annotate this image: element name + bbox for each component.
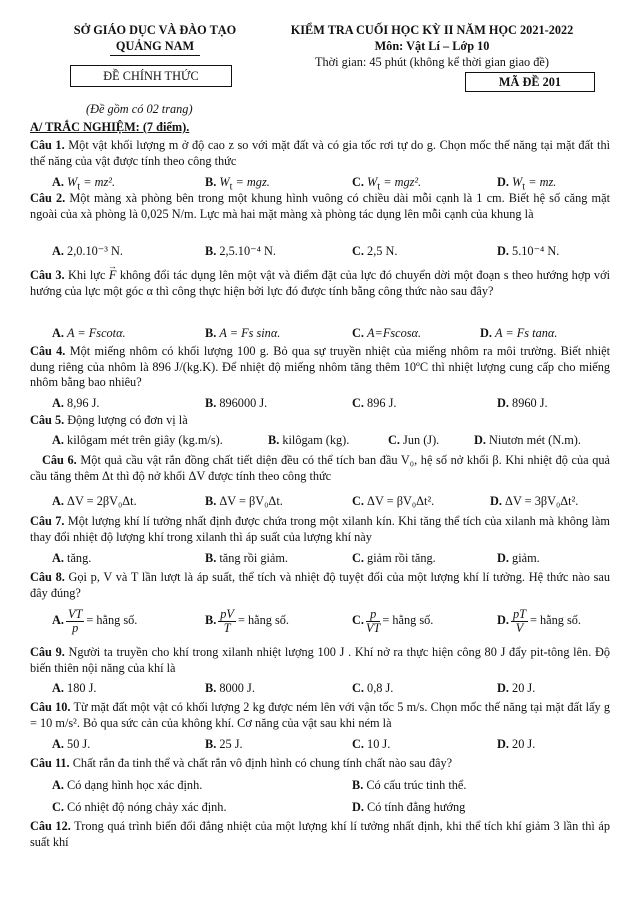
question-11-options-row1 <box>0 777 640 793</box>
option-b[interactable]: B. $\frac{pV}{T}$ = hằng số. <box>205 606 289 635</box>
option-a[interactable]: A. ΔV = 2βV₀Δt. <box>52 494 137 508</box>
option-a[interactable]: A. A = Fscotα. <box>52 326 126 340</box>
exam-subject: Môn: Vật Lí – Lớp 10 <box>374 39 490 53</box>
department-name: SỞ GIÁO DỤC VÀ ĐÀO TẠO <box>73 23 237 37</box>
option-a[interactable]: A. Có dạng hình học xác định. <box>52 778 203 792</box>
question-text: Người ta truyền cho khí trong xilanh nhiệt lượng 100 J . Khí nở ra thực hiện công 80 J đẩy pit-tông lên. Độ biến thiên nội năng của khí là <box>30 645 611 675</box>
question-11: Câu 11. Chất rắn đa tinh thể và chất rắn vô định hình có chung tính chất nào sau đây? <box>30 756 453 770</box>
option-a[interactable]: A. 180 J. <box>52 681 97 695</box>
question-5: Câu 5. Động lượng có đơn vị là <box>30 413 188 427</box>
option-c[interactable]: C. giảm rồi tăng. <box>352 551 436 565</box>
question-4: Câu 4. Một miếng nhôm có khối lượng 100 g. Bỏ qua sự truyền nhiệt của miếng nhôm ra môi trường. Biết nhiệt dung riêng của nhôm là 896 J/(kg.K). Để nhiệt độ miếng nhôm tăng thêm 10ºC thì nhiệt lượng cung cấp cho miếng nhôm bằng bao nhiêu? <box>30 344 610 389</box>
option-c[interactable]: C. 896 J. <box>352 396 397 410</box>
option-a[interactable]: A. 50 J. <box>52 737 91 751</box>
option-b[interactable]: B. 25 J. <box>205 737 243 751</box>
question-text: Một miếng nhôm có khối lượng 100 g. Bỏ qua sự truyền nhiệt của miếng nhôm ra môi trường. Biết nhiệt dung riêng của nhôm là 896 J/(kg.K). Để nhiệt độ miếng nhôm tăng thêm 10ºC thì nhiệt lượng cung cấp cho miếng nhôm bằng bao nhiêu? <box>30 344 610 389</box>
question-6-options <box>0 493 640 509</box>
force-vector-symbol: F → <box>109 268 117 282</box>
exam-header <box>262 22 602 70</box>
exam-code-box: MÃ ĐỀ 201 <box>465 72 595 92</box>
option-d[interactable]: D. $\frac{pT}{V}$ = hằng số. <box>497 606 581 635</box>
option-a[interactable]: A. tăng. <box>52 551 92 565</box>
question-11-options-row2 <box>0 799 640 815</box>
option-d[interactable]: D. 20 J. <box>497 681 536 695</box>
exam-time: Thời gian: 45 phút (không kể thời gian giao đề) <box>315 55 549 69</box>
option-a[interactable]: A. kilôgam mét trên giây (kg.m/s). <box>52 433 223 447</box>
option-b[interactable]: B. tăng rồi giảm. <box>205 551 289 565</box>
question-text: Một vật khối lượng m ở độ cao z so với mặt đất và có gia tốc rơi tự do g. Chọn mốc thế năng tại mặt đất thì thế năng của vật được tính theo công thức <box>30 138 611 168</box>
option-d[interactable]: D. 20 J. <box>497 737 536 751</box>
pages-note: (Đề gồm có 02 trang) <box>86 102 193 116</box>
option-c[interactable]: C. Jun (J). <box>388 433 440 447</box>
option-d[interactable]: D. giảm. <box>497 551 540 565</box>
question-5-options <box>0 432 640 448</box>
option-c[interactable]: C. 2,5 N. <box>352 244 398 258</box>
option-c[interactable]: C. 10 J. <box>352 737 391 751</box>
option-d[interactable]: D. 8960 J. <box>497 396 548 410</box>
question-1 <box>30 138 610 169</box>
question-8-options <box>0 602 640 638</box>
official-exam-box: ĐỀ CHÍNH THỨC <box>70 65 232 87</box>
option-b[interactable]: B. Có cấu trúc tinh thể. <box>352 778 467 792</box>
option-a[interactable]: A. $\frac{VT}{p}$ = hằng số. <box>52 606 138 635</box>
question-10-options <box>0 736 640 752</box>
option-c[interactable]: C. A=Fscosα. <box>352 326 422 340</box>
option-c[interactable]: C. ΔV = βV₀Δt². <box>352 494 435 508</box>
option-a[interactable]: A. 8,96 J. <box>52 396 100 410</box>
question-3-options <box>0 325 640 341</box>
question-4-options <box>0 395 640 411</box>
question-2: Câu 2. Một màng xà phòng bên trong một khung hình vuông có chiều dài mỗi cạnh là 1 cm. Biết hệ số căng mặt ngoài của xà phòng là 0,025 N/m. Lực mà hai mặt màng xà phòng tác dụng lên mỗi cạnh của khung là <box>30 191 611 221</box>
question-9: Câu 9. Người ta truyền cho khí trong xilanh nhiệt lượng 100 J . Khí nở ra thực hiện công 80 J đẩy pit-tông lên. Độ biến thiên nội năng của khí là <box>30 645 611 675</box>
question-7: Câu 7. Một lượng khí lí tưởng nhất định được chứa trong một xilanh kín. Khi tăng thể tích của xilanh mà không làm thay đổi nhiệt độ lượng khí trong xilanh thì áp suất của lượng khí này <box>30 514 610 544</box>
section-title <box>30 120 189 135</box>
option-c[interactable]: C. Có nhiệt độ nóng chảy xác định. <box>52 800 227 814</box>
option-b[interactable]: B. 896000 J. <box>205 396 268 410</box>
question-text: không đổi tác dụng lên một vật và điểm đặt của lực đó chuyển dời một đoạn s theo hướng hợp với hướng của lực một góc α thì công thực hiện bởi lực đó được tính bằng công thức nào sau đây? <box>30 268 611 298</box>
question-9-options <box>0 680 640 696</box>
section-points: : (7 điểm). <box>135 120 190 134</box>
option-d[interactable]: D. A = Fs tanα. <box>480 326 558 340</box>
option-d[interactable]: D. Niutơn mét (N.m). <box>474 433 581 447</box>
question-text: Trong quá trình biến đổi đẳng nhiệt của một lượng khí lí tưởng nhất định, khi thể tích khí giảm 3 lần thì áp suất khí <box>30 819 610 849</box>
question-2-options <box>0 243 640 259</box>
question-6: Câu 6. Một quả cầu vật rắn đồng chất tiết diện đều có thể tích ban đầu V₀, hệ số nở khối β. Khi nhiệt độ của quả cầu tăng thêm Δt thì độ nở khối ΔV được tính theo công thức <box>30 453 611 483</box>
question-7-options <box>0 550 640 566</box>
option-c[interactable]: C. $\frac{p}{VT}$ = hằng số. <box>352 606 434 635</box>
fraction: $\frac{pV}{T}$ <box>220 606 234 635</box>
question-10: Câu 10. Từ mặt đất một vật có khối lượng 2 kg được ném lên với vận tốc 5 m/s. Chọn mốc thế năng tại mặt đất lấy g = 10 m/s². Bỏ qua sức cản của không khí. Cơ năng của vật sau khi ném là <box>30 700 610 730</box>
question-text: Từ mặt đất một vật có khối lượng 2 kg được ném lên với vận tốc 5 m/s. Chọn mốc thế năng tại mặt đất lấy g = 10 m/s². Bỏ qua sức cản của không khí. Cơ năng của vật sau khi ném là <box>30 700 610 730</box>
question-text: Một màng xà phòng bên trong một khung hình vuông có chiều dài mỗi cạnh là 1 cm. Biết hệ số căng mặt ngoài của xà phòng là 0,025 N/m. Lực mà hai mặt màng xà phòng tác dụng lên mỗi cạnh của khung là <box>30 191 611 221</box>
question-text: Chất rắn đa tinh thể và chất rắn vô định hình có chung tính chất nào sau đây? <box>72 756 453 770</box>
option-b[interactable]: B. $W_t$ = mgz. <box>205 175 270 193</box>
fraction: $\frac{p}{VT}$ <box>365 606 381 635</box>
option-d[interactable]: D. Có tính đẳng hướng <box>352 800 466 814</box>
option-d[interactable]: D. 5.10⁻⁴ N. <box>497 244 560 258</box>
question-12: Câu 12. Trong quá trình biến đổi đẳng nhiệt của một lượng khí lí tưởng nhất định, khi thể tích khí giảm 3 lần thì áp suất khí <box>30 819 610 849</box>
option-b[interactable]: B. kilôgam (kg). <box>268 433 350 447</box>
fraction: $\frac{pT}{V}$ <box>512 606 526 635</box>
question-text: Gọi p, V và T lần lượt là áp suất, thể tích và nhiệt độ tuyệt đối của một lượng khí lí tưởng. Hệ thức nào sau đây đúng? <box>30 570 610 600</box>
option-c[interactable]: C. $W_t = mgz^2$. <box>352 175 422 193</box>
province-name: QUẢNG NAM <box>110 38 200 56</box>
section-heading: A/ TRẮC NGHIỆM <box>30 120 136 134</box>
option-b[interactable]: B. A = Fs sinα. <box>205 326 281 340</box>
option-a[interactable]: A. $W_t = mz^2$. <box>52 175 116 193</box>
option-d[interactable]: D. ΔV = 3βV₀Δt². <box>490 494 579 508</box>
question-text: Một quả cầu vật rắn đồng chất tiết diện đều có thể tích ban đầu V₀, hệ số nở khối β. Khi nhiệt độ của quả cầu tăng thêm Δt thì độ nở khối ΔV được tính theo công thức <box>30 453 611 483</box>
question-8: Câu 8. Gọi p, V và T lần lượt là áp suất, thể tích và nhiệt độ tuyệt đối của một lượng khí lí tưởng. Hệ thức nào sau đây đúng? <box>30 570 610 600</box>
exam-title: KIỂM TRA CUỐI HỌC KỲ II NĂM HỌC 2021-2022 <box>290 23 574 37</box>
question-1-options <box>0 174 640 193</box>
question-text: Một lượng khí lí tưởng nhất định được chứa trong một xilanh kín. Khi tăng thể tích của xilanh mà không làm thay đổi nhiệt độ lượng khí trong xilanh thì áp suất của lượng khí này <box>30 514 610 544</box>
question-text: Động lượng có đơn vị là <box>67 413 188 427</box>
question-3: Câu 3. Khi lực F → không đổi tác dụng lên một vật và điểm đặt của lực đó chuyển dời một đoạn s theo hướng hợp với hướng của lực một góc α thì công thực hiện bởi lực đó được tính bằng công thức nào sau đây? <box>30 268 610 299</box>
option-b[interactable]: B. ΔV = βV₀Δt. <box>205 494 283 508</box>
department-header <box>50 22 260 56</box>
question-number: Câu 1. <box>30 138 65 152</box>
option-b[interactable]: B. 2,5.10⁻⁴ N. <box>205 244 276 258</box>
option-d[interactable]: D. $W_t$ = mz. <box>497 175 557 193</box>
option-c[interactable]: C. 0,8 J. <box>352 681 394 695</box>
option-b[interactable]: B. 8000 J. <box>205 681 255 695</box>
option-a[interactable]: A. 2,0.10⁻³ N. <box>52 244 123 258</box>
fraction: $\frac{VT}{p}$ <box>67 606 83 635</box>
